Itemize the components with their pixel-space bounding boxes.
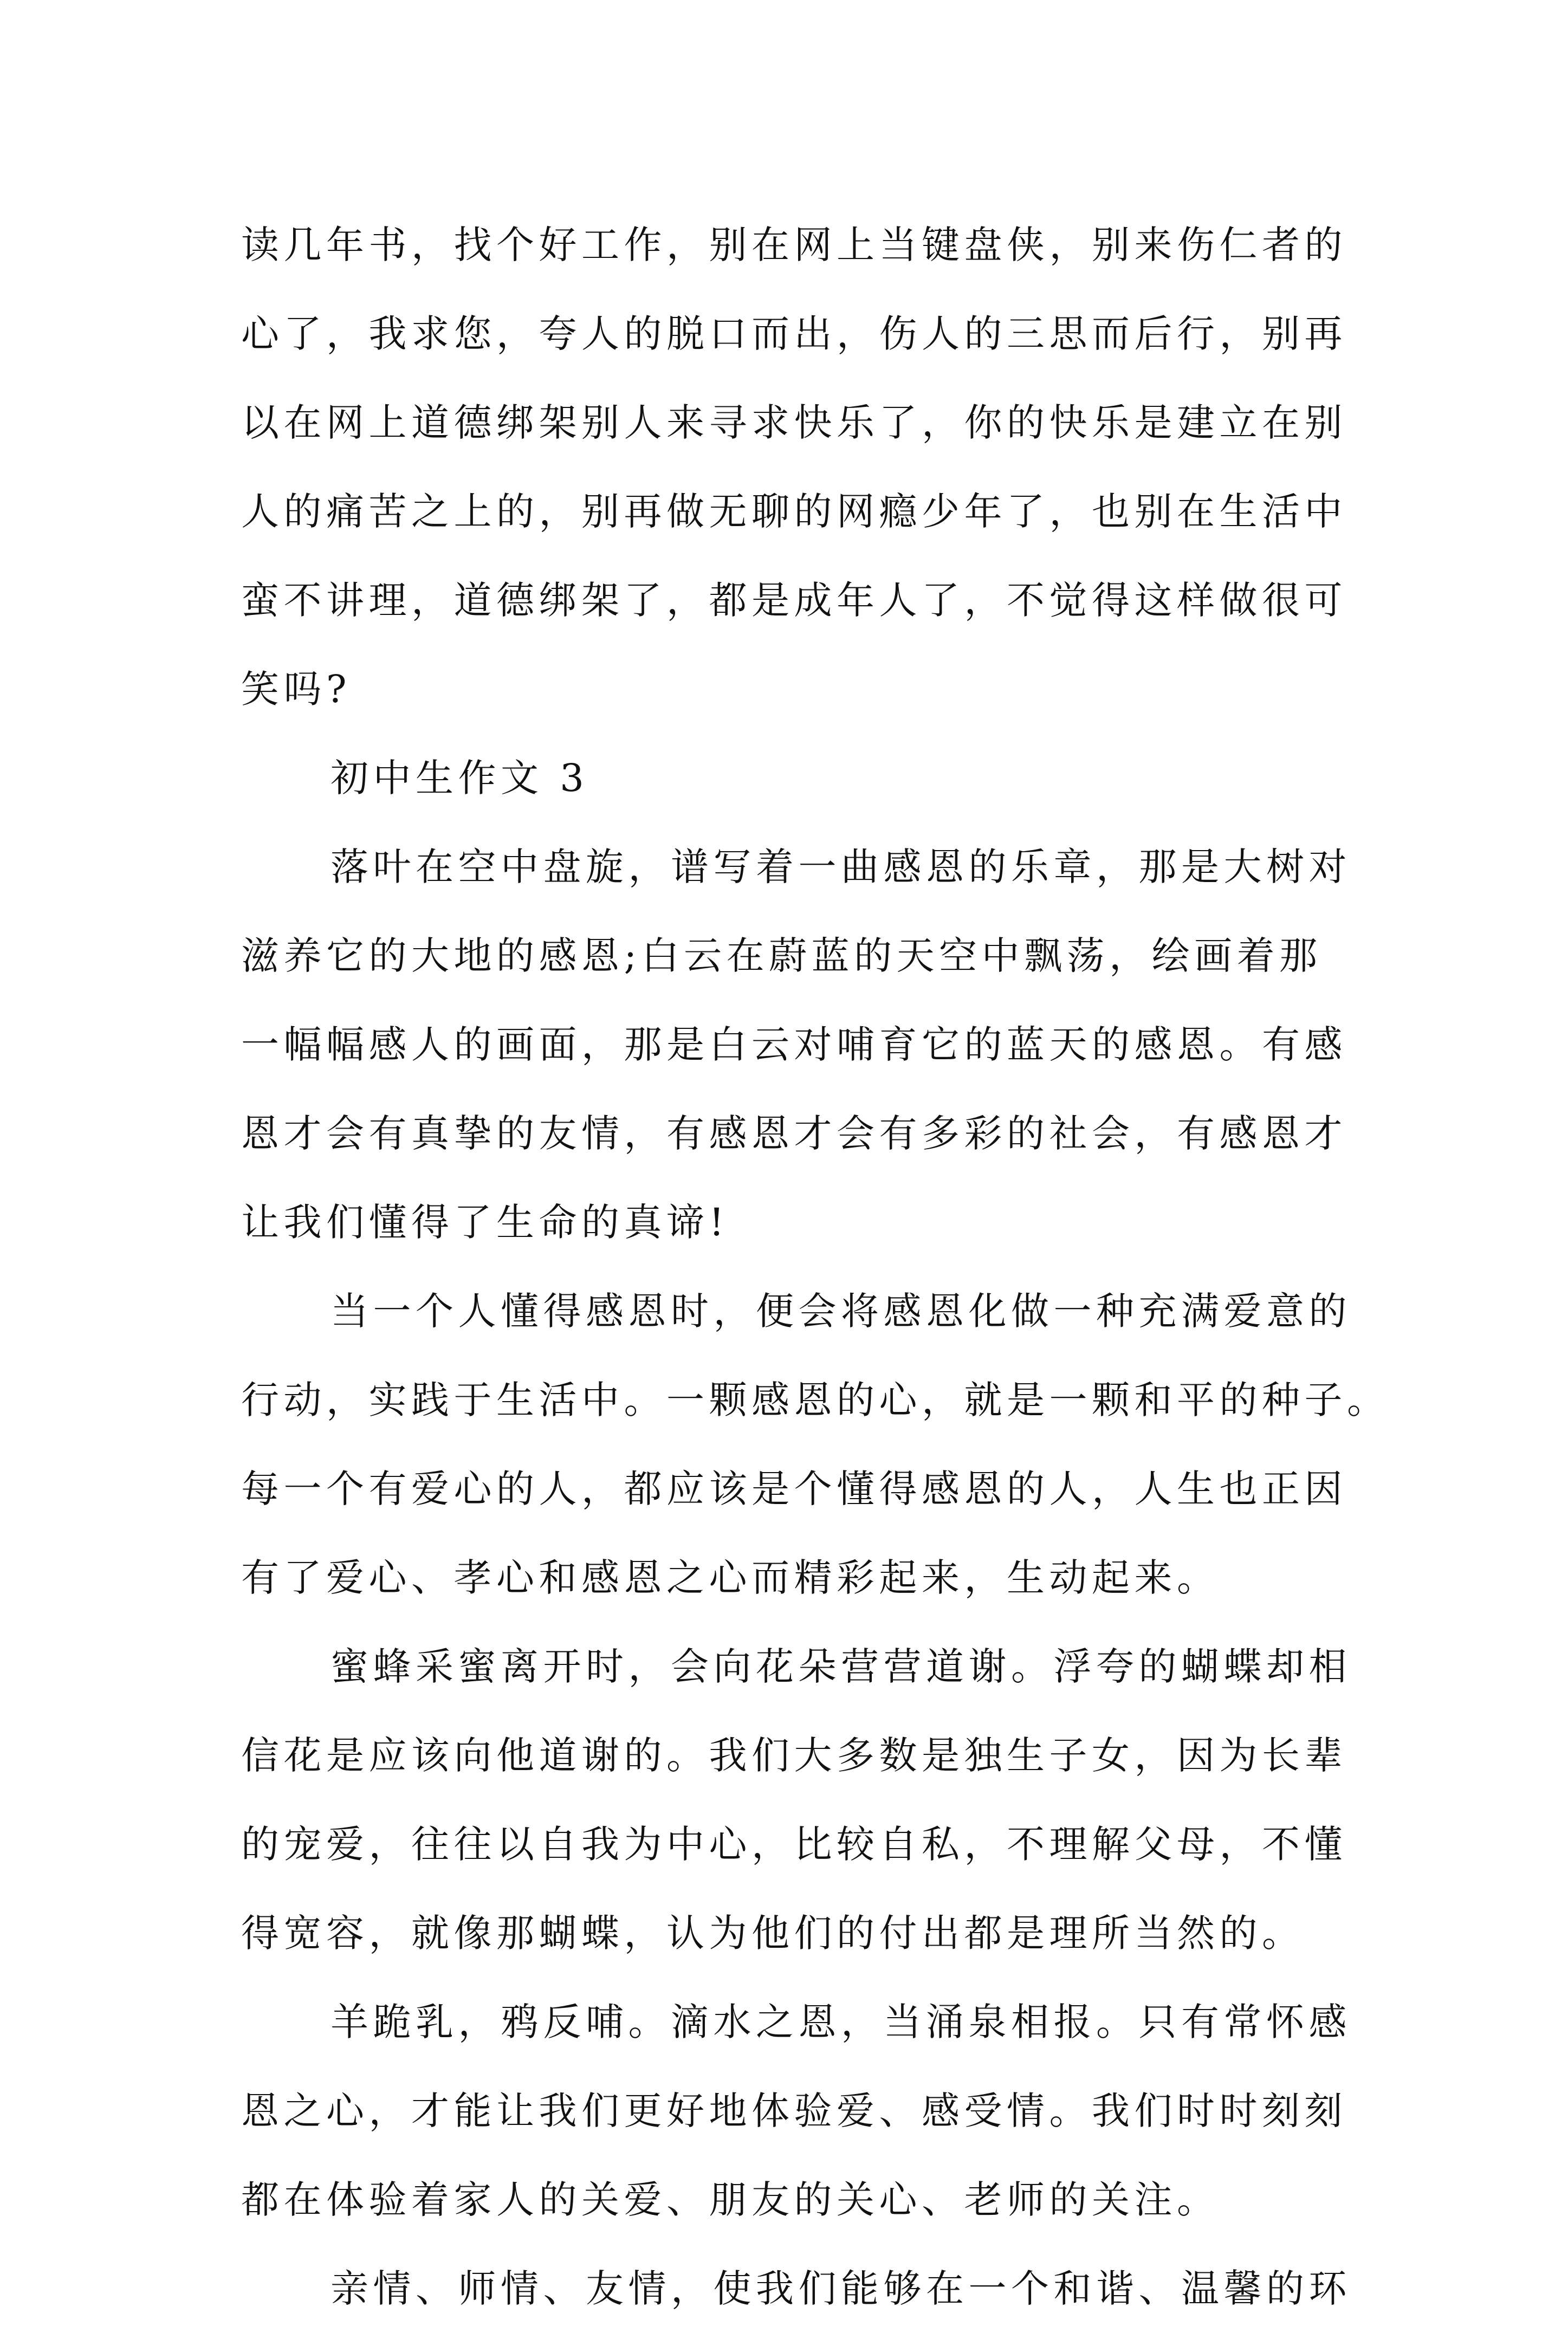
text-line: 的宠爱，往往以自我为中心，比较自私，不理解父母，不懂 (241, 1822, 1347, 1867)
document-body (241, 200, 1390, 2333)
text-line: 羊跪乳，鸦反哺。滴水之恩，当涌泉相报。只有常怀感 (331, 2000, 1351, 2044)
text-line: 当一个人懂得感恩时，便会将感恩化做一种充满爱意的 (331, 1289, 1351, 1333)
section-heading: 初中生作文 3 (331, 756, 589, 800)
text-line: 恩才会有真挚的友情，有感恩才会有多彩的社会，有感恩才 (241, 1111, 1347, 1156)
text-line: 落叶在空中盘旋，谱写着一曲感恩的乐章，那是大树对 (331, 845, 1351, 889)
text-line: 都在体验着家人的关爱、朋友的关心、老师的关注。 (241, 2178, 1220, 2222)
text-line: 得宽容，就像那蝴蝶，认为他们的付出都是理所当然的。 (241, 1911, 1305, 1955)
text-line: 心了，我求您，夸人的脱口而出，伤人的三思而后行，别再 (241, 312, 1347, 356)
text-line: 以在网上道德绑架别人来寻求快乐了，你的快乐是建立在别 (241, 400, 1347, 445)
text-line: 行动，实践于生活中。一颗感恩的心，就是一颗和平的种子。 (241, 1378, 1390, 1422)
text-line: 让我们懂得了生命的真谛! (241, 1200, 729, 1245)
text-line: 每一个有爱心的人，都应该是个懂得感恩的人，人生也正因 (241, 1467, 1347, 1511)
text-line: 滋养它的大地的感恩;白云在蔚蓝的天空中飘荡，绘画着那 (241, 934, 1322, 978)
text-line: 亲情、师情、友情，使我们能够在一个和谐、温馨的环 (331, 2266, 1351, 2311)
text-line: 蛮不讲理，道德绑架了，都是成年人了，不觉得这样做很可 (241, 578, 1347, 623)
text-line: 笑吗? (241, 667, 352, 711)
text-line: 蜜蜂采蜜离开时，会向花朵营营道谢。浮夸的蝴蝶却相 (331, 1644, 1351, 1689)
text-line: 读几年书，找个好工作，别在网上当键盘侠，别来伤仁者的 (241, 223, 1347, 267)
text-line: 信花是应该向他道谢的。我们大多数是独生子女，因为长辈 (241, 1733, 1347, 1778)
text-line: 恩之心，才能让我们更好地体验爱、感受情。我们时时刻刻 (241, 2089, 1347, 2133)
text-line: 人的痛苦之上的，别再做无聊的网瘾少年了，也别在生活中 (241, 489, 1347, 534)
text-line: 有了爱心、孝心和感恩之心而精彩起来，生动起来。 (241, 1556, 1220, 1600)
text-line: 一幅幅感人的画面，那是白云对哺育它的蓝天的感恩。有感 (241, 1022, 1347, 1067)
